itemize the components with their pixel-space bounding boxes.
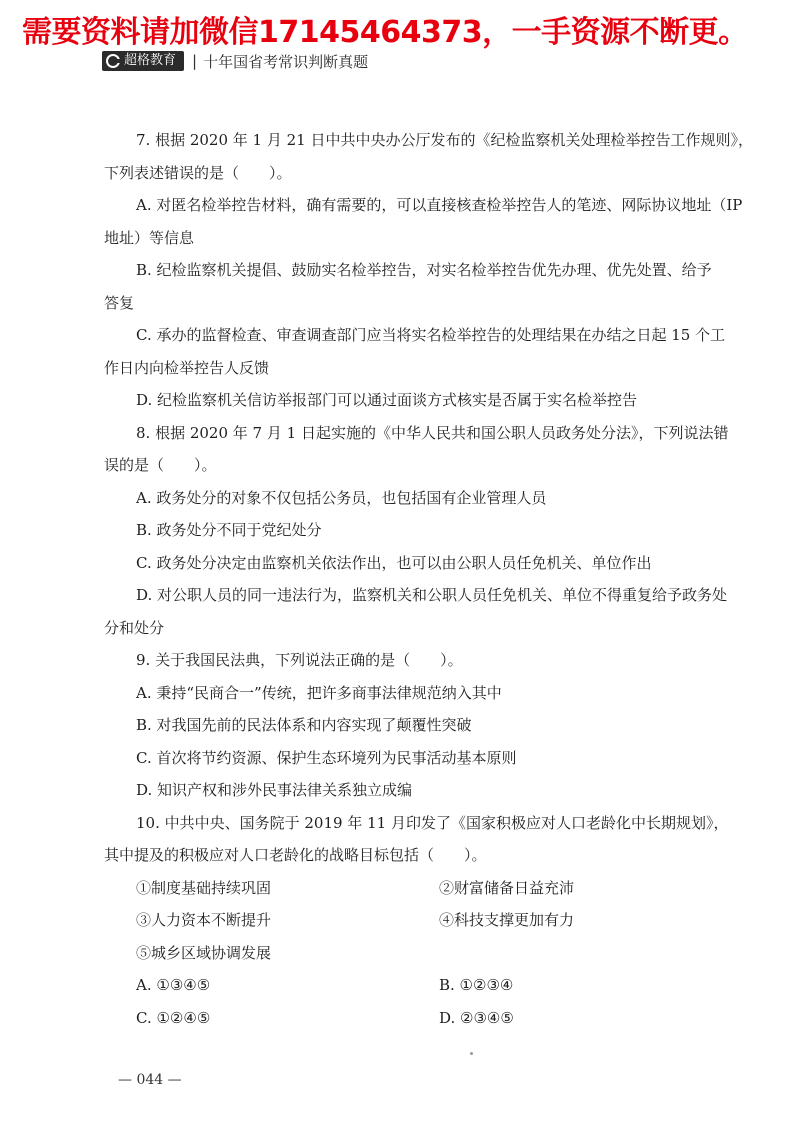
- question-8: [104, 417, 744, 645]
- page-header: [102, 50, 368, 72]
- option-b: B. 政务处分不同于党纪处分: [136, 521, 322, 539]
- statement-row: [104, 904, 744, 937]
- logo-text: 超格教育: [124, 53, 177, 68]
- option-c: C. 承办的监督检查、审查调查部门应当将实名检举控告的处理结果在办结之日起 15 个工: [136, 326, 726, 344]
- option-a-cont: 地址）等信息: [104, 228, 195, 247]
- option-a: A. 对匿名检举控告材料，确有需要的，可以直接核查检举控告人的笔迹、网际协议地址（IP: [136, 196, 743, 214]
- book-title: 十年国省考常识判断真题: [203, 52, 369, 71]
- statement-2: ②财富储备日益充沛: [439, 878, 575, 897]
- option-d: D. 纪检监察机关信访举报部门可以通过面谈方式核实是否属于实名检举控告: [136, 391, 638, 409]
- option-d: D. ②③④⑤: [439, 1008, 514, 1027]
- question-stem-cont: 误的是（ ）。: [104, 456, 217, 474]
- question-9: [104, 644, 744, 807]
- option-d: D. 对公职人员的同一违法行为，监察机关和公职人员任免机关、单位不得重复给予政务处: [136, 586, 728, 604]
- option-b-cont: 答复: [104, 293, 135, 312]
- option-a: A. ①③④⑤: [136, 976, 211, 994]
- page-body: [104, 124, 753, 1034]
- logo-icon: [106, 54, 120, 68]
- statement-row: [104, 937, 744, 970]
- publisher-logo: [102, 51, 184, 71]
- option-d: D. 知识产权和涉外民事法律关系独立成编: [136, 781, 413, 799]
- statement-row: [104, 872, 744, 905]
- option-row: [104, 969, 744, 1002]
- option-row: [104, 1002, 744, 1035]
- option-d-cont: 分和处分: [104, 618, 165, 637]
- statement-5: ⑤城乡区域协调发展: [136, 943, 272, 962]
- option-a: A. 政务处分的对象不仅包括公务员，也包括国有企业管理人员: [136, 488, 547, 507]
- statement-3: ③人力资本不断提升: [136, 911, 272, 929]
- option-c: C. ①②④⑤: [136, 1008, 211, 1027]
- question-stem-cont: 其中提及的积极应对人口老龄化的战略目标包括（ ）。: [104, 846, 487, 864]
- header-separator: |: [192, 52, 198, 70]
- question-stem: 8. 根据 2020 年 7 月 1 日起实施的《中华人民共和国公职人员政务处分法》，下列说法错: [136, 423, 729, 442]
- option-c: C. 首次将节约资源、保护生态环境列为民事活动基本原则: [136, 748, 517, 767]
- option-b: B. 对我国先前的民法体系和内容实现了颠覆性突破: [136, 716, 472, 734]
- option-b: B. ①②③④: [439, 976, 514, 994]
- statement-4: ④科技支撑更加有力: [439, 911, 575, 929]
- question-stem: 7. 根据 2020 年 1 月 21 日中共中央办公厅发布的《纪检监察机关处理检举控告工作规则》，: [136, 131, 753, 149]
- page-number: — 044 —: [118, 1072, 182, 1088]
- question-stem: 9. 关于我国民法典，下列说法正确的是（ ）。: [136, 651, 463, 669]
- watermark-banner: 需要资料请加微信17145464373，一手资源不断更。: [22, 15, 748, 50]
- option-a: A. 秉持“民商合一”传统，把许多商事法律规范纳入其中: [136, 683, 502, 702]
- statement-1: ①制度基础持续巩固: [136, 878, 272, 897]
- scan-speck: [470, 1052, 473, 1055]
- question-stem-cont: 下列表述错误的是（ ）。: [104, 163, 292, 182]
- option-b: B. 纪检监察机关提倡、鼓励实名检举控告，对实名检举控告优先办理、优先处置、给予: [136, 261, 712, 279]
- question-10: [104, 807, 744, 1035]
- question-stem: 10. 中共中央、国务院于 2019 年 11 月印发了《国家积极应对人口老龄化中长期规划》，: [136, 813, 729, 832]
- question-7: [104, 124, 753, 417]
- option-c-cont: 作日内向检举控告人反馈: [104, 358, 270, 377]
- option-c: C. 政务处分决定由监察机关依法作出，也可以由公职人员任免机关、单位作出: [136, 553, 652, 572]
